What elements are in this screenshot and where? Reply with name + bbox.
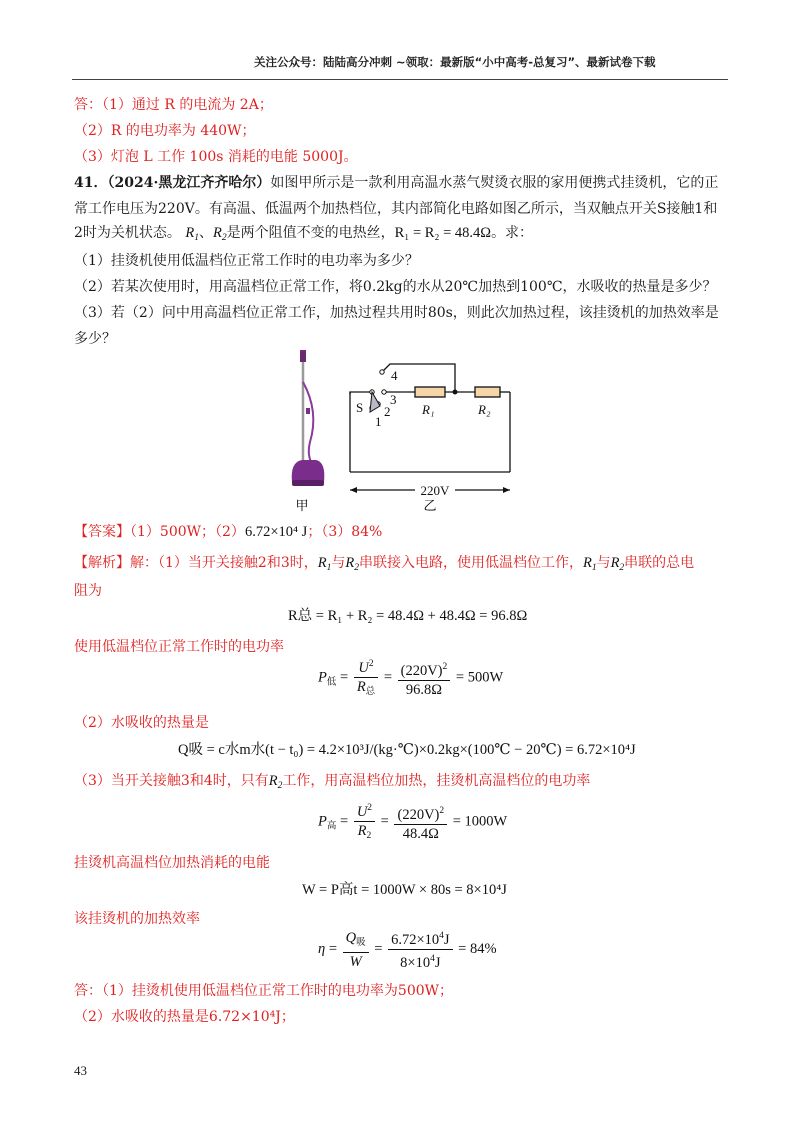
answer-value-2: 6.72×10⁴ J: [244, 524, 308, 540]
equation-efficiency: η = $\frac{Q_吸}{W}$ = $\frac{6.72\times 10^4J}{8\times 10^4J}$ = 84%: [318, 929, 497, 971]
page-header: 关注公众号：陆陆高分冲刺 ~领取：最新版“小中高考-总复习”、最新试卷下载: [254, 55, 656, 69]
analysis-intro-c: 串联接入电路，使用低温档位工作，: [358, 555, 583, 571]
wire: [350, 392, 370, 394]
prev-answer-line-1: 答：（1）通过 R 的电流为 2A；: [74, 97, 273, 113]
label-r1: R₁: [422, 402, 435, 417]
contact-3: [382, 390, 386, 394]
sub-question-3-cont: 多少？: [74, 331, 116, 347]
answer-tag: 【答案】: [74, 524, 130, 540]
label-contact-4: 4: [391, 368, 398, 383]
header-divider: [72, 79, 728, 80]
label-voltage: 220V: [420, 483, 450, 498]
label-switch-s: S: [356, 400, 364, 415]
efficiency-result: = 84%: [458, 940, 497, 957]
label-contact-1: 1: [375, 414, 382, 429]
analysis-line-2: 阻为: [74, 583, 102, 599]
figure: [280, 342, 540, 517]
analysis-intro-b: 与: [331, 555, 346, 571]
final-answer-line-1: 答：（1）挂烫机使用低温档位正常工作时的电功率为500W；: [74, 983, 454, 999]
equation-low-power: $P_低$ = $\frac{U^2}{R_总}$ = $\frac{(220V)^2}{96.8\Omega}$ = 500W: [318, 656, 503, 700]
equation-energy: W = P高t = 1000W × 80s = 8×10⁴J: [302, 882, 507, 898]
answer-part1: （1）500W；（2）: [130, 524, 245, 540]
answer-part3: ；（3）84%: [307, 524, 383, 540]
resistor-r1: [415, 387, 445, 397]
label-contact-3: 3: [390, 392, 397, 407]
page-number: 43: [74, 1063, 87, 1078]
equation-heat: Q吸 = c水m水(t − t₀) = 4.2×10³J/(kg·℃)×0.2kg×(100℃ − 20℃) = 6.72×10⁴J: [178, 742, 636, 758]
text-high-power: [74, 770, 590, 791]
text-high-b: 工作，用高温档位加热，挂烫机高温档位的电功率: [282, 773, 591, 789]
equation-high-power: $P_高$ = $\frac{U^2}{R_2}$ = $\frac{(220V)^2}{48.4\Omega}$ = 1000W: [318, 800, 507, 844]
sub-question-2: （2）若某次使用时，用高温档位正常工作，将0.2kg的水从20℃加热到100℃，水吸收的热量是多少？: [74, 279, 717, 295]
r2-symbol: $R_2$: [610, 555, 625, 573]
question-line-2: 常工作电压为220V。有高温、低温两个加热档位，其内部简化电路如图乙所示，当双触点开关S接触1和: [74, 201, 718, 217]
r1-symbol: $R_1$: [185, 225, 199, 243]
question-line-3: [74, 222, 533, 243]
contact-4: [380, 370, 384, 374]
text-low-power: 使用低温档位正常工作时的电功率: [74, 639, 284, 655]
question-line-1: [74, 172, 718, 192]
question-text-3b: 、: [198, 225, 213, 241]
prev-answer-line-3: （3）灯泡 L 工作 100s 消耗的电能 5000J。: [74, 149, 358, 165]
prev-answer-line-2: （2）R 的电功率为 440W；: [74, 123, 256, 139]
final-answer-line-2: （2）水吸收的热量是6.72×10⁴J；: [74, 1009, 295, 1025]
resistor-r2: [475, 387, 500, 397]
junction-dot: [453, 390, 458, 395]
analysis-intro-d: 与: [596, 555, 611, 571]
r2-symbol: $R_2$: [268, 773, 283, 791]
resistance-equation: R₁ = R₂ = 48.4Ω: [394, 225, 492, 241]
answer-line: [74, 521, 382, 541]
high-power-result: = 1000W: [452, 813, 508, 830]
text-energy: 挂烫机高温档位加热消耗的电能: [74, 855, 270, 871]
question-text-3d: 。求：: [491, 225, 534, 241]
sub-question-1: （1）挂烫机使用低温档位正常工作时的电功率为多少？: [74, 253, 419, 269]
question-source: （2024·黑龙江齐齐哈尔）: [107, 175, 271, 191]
r1-symbol: $R_1$: [317, 555, 332, 573]
arrow-head-right: [503, 487, 510, 493]
question-text-3a: 2时为关机状态。: [74, 225, 181, 241]
text-high-a: （3）当开关接触3和4时，只有: [74, 773, 269, 789]
label-contact-2: 2: [384, 404, 391, 419]
equation-total-resistance: R总 = R₁ + R₂ = 48.4Ω + 48.4Ω = 96.8Ω: [288, 608, 528, 624]
label-yi: 乙: [423, 499, 437, 514]
r2-symbol: $R_2$: [212, 225, 227, 243]
question-number: 41．: [74, 175, 108, 191]
analysis-line-1: [74, 552, 694, 573]
label-jia: 甲: [295, 499, 309, 514]
question-text-3c: 是两个阻值不变的电热丝，: [226, 225, 395, 241]
question-text-1: 如图甲所示是一款利用高温水蒸气熨烫衣服的家用便携式挂烫机，它的正: [270, 175, 719, 191]
analysis-intro-a: 解：（1）当开关接触2和3时，: [130, 555, 318, 571]
r2-symbol: $R_2$: [345, 555, 359, 573]
r1-symbol: $R_1$: [582, 555, 597, 573]
garment-steamer-image: [292, 350, 325, 486]
sub-question-3: （3）若（2）问中用高温档位正常工作，加热过程共用时80s，则此次加热过程，该挂烫机的加热效率是: [74, 305, 719, 321]
label-r2: R₂: [478, 402, 491, 417]
low-power-result: = 500W: [455, 669, 504, 686]
text-efficiency: 该挂烫机的加热效率: [74, 911, 200, 927]
arrow-head-left: [350, 487, 357, 493]
analysis-tag: 【解析】: [74, 555, 130, 571]
text-heat: （2）水吸收的热量是: [74, 715, 209, 731]
circuit-diagram: [350, 364, 510, 490]
analysis-intro-e: 串联的总电: [624, 555, 695, 571]
